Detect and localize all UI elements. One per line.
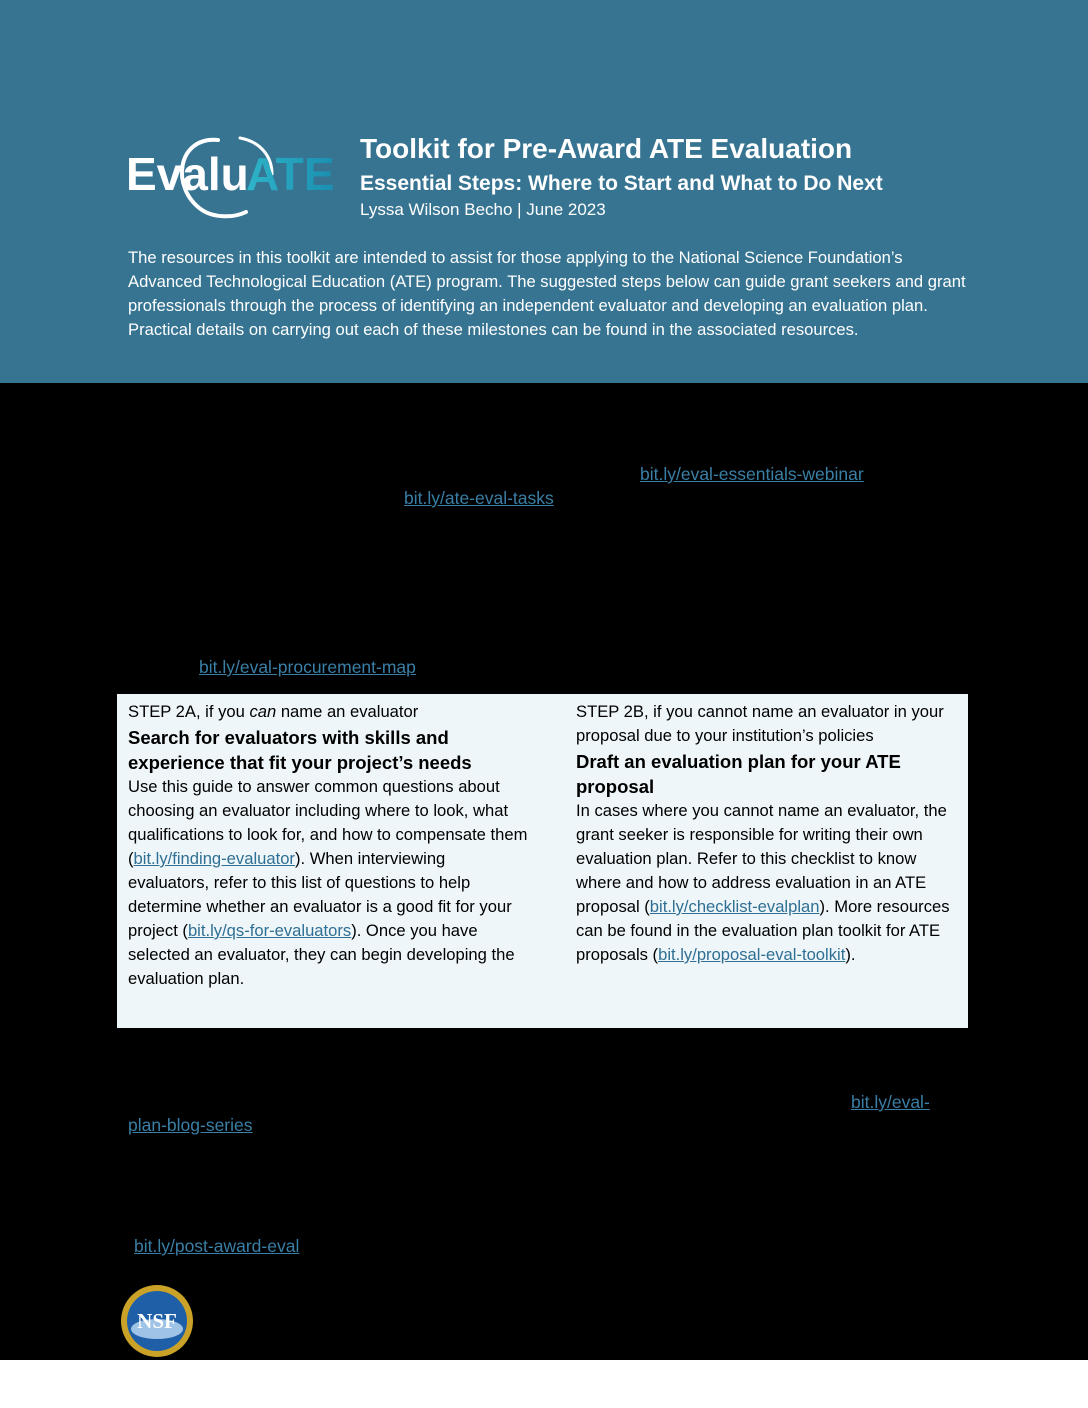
step-2b-heading: Draft an evaluation plan for your ATE proposal [576, 751, 901, 797]
nsf-logo-text: NSF [137, 1309, 177, 1333]
page-subtitle: Essential Steps: Where to Start and What to Do Next [360, 172, 883, 195]
intro-paragraph: The resources in this toolkit are intended to assist for those applying to the National Science Foundation’s Advanced Technological Education (ATE) program. The suggested steps below can guide grant seekers and grant professionals through the process of identifying an independent evaluator and developing an evaluation plan. Practical details on carrying out each of these milestones can be found in the associated resources. [128, 248, 966, 339]
page-title: Toolkit for Pre-Award ATE Evaluation [360, 133, 853, 164]
header-banner [0, 0, 1088, 383]
step-2a-body: Use this guide to answer common questions about choosing an evaluator including where to look, what qualifications to look for, and how to compensate them (bit.ly/finding-evaluator). When interviewing evaluators, refer to this list of questions to help determine whether an evaluator is a good fit for your project (bit.ly/qs-for-evaluators). Once you have selected an evaluator, they can begin developing the evaluation plan. [128, 777, 528, 988]
link-proposal-eval-toolkit[interactable]: bit.ly/proposal-eval-toolkit [658, 945, 846, 964]
link-eval-plan-blog-series-part2[interactable]: plan-blog-series [128, 1115, 253, 1135]
author-date: Lyssa Wilson Becho | June 2023 [360, 200, 606, 219]
svg-text:ATE: ATE [246, 148, 335, 200]
step-2b-body: In cases where you cannot name an evaluator, the grant seeker is responsible for writing their own evaluation plan. Refer to this checklist to know where and how to address evaluation in an ATE proposal (bit.ly/checklist-evalplan). More resources can be found in the evaluation plan toolkit for ATE proposals (bit.ly/proposal-eval-toolkit). [576, 801, 950, 964]
step-2b-column [576, 700, 956, 967]
link-eval-procurement-map[interactable]: bit.ly/eval-procurement-map [199, 657, 416, 677]
step-2a-heading: Search for evaluators with skills and experience that fit your project’s needs [128, 727, 472, 773]
link-eval-essentials-webinar[interactable]: bit.ly/eval-essentials-webinar [640, 464, 864, 484]
step-2b-label: STEP 2B, if you cannot name an evaluator in your proposal due to your institution’s policies [576, 702, 944, 745]
link-finding-evaluator[interactable]: bit.ly/finding-evaluator [133, 849, 295, 868]
evaluate-logo [122, 128, 337, 224]
step-2a-label: STEP 2A, if you can name an evaluator [128, 702, 419, 721]
nsf-logo [118, 1283, 196, 1359]
link-ate-eval-tasks[interactable]: bit.ly/ate-eval-tasks [404, 488, 554, 508]
svg-text:Evalu: Evalu [126, 148, 249, 200]
step-2-options-box [117, 694, 968, 1028]
link-checklist-evalplan[interactable]: bit.ly/checklist-evalplan [649, 897, 820, 916]
link-eval-plan-blog-series-part1[interactable]: bit.ly/eval- [851, 1092, 930, 1112]
step-2a-column [128, 700, 528, 991]
link-post-award-eval[interactable]: bit.ly/post-award-eval [134, 1236, 300, 1256]
link-qs-for-evaluators[interactable]: bit.ly/qs-for-evaluators [187, 921, 352, 940]
